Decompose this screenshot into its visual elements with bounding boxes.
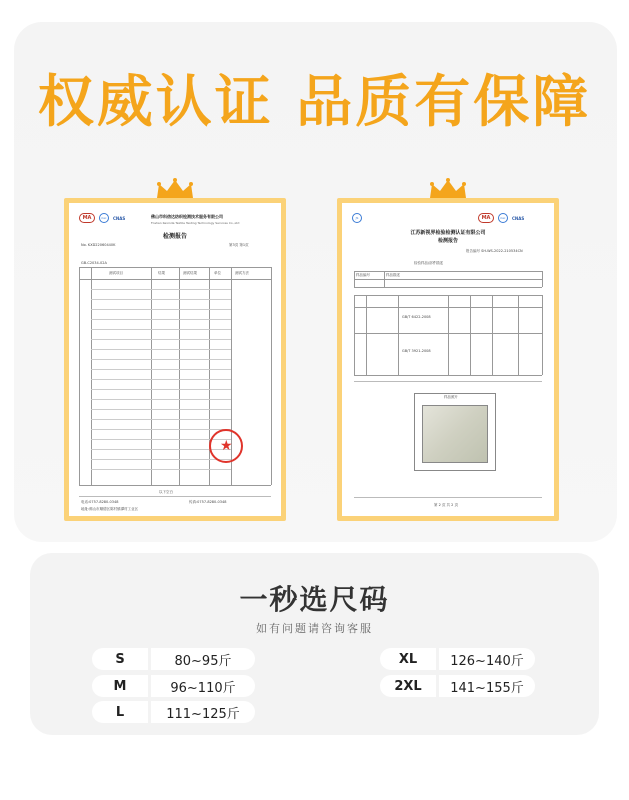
test-standard: GB/T 3921-2008 xyxy=(402,349,431,353)
end-note: 以下空白 xyxy=(159,490,173,494)
test-standard: GB/T 6422-2008 xyxy=(402,315,431,319)
footer-address: 地址:佛山市顺德区陈村镇潭村工业区 xyxy=(81,507,139,511)
doc-title: 检测报告 xyxy=(437,238,458,244)
footer-phone: 电话:0757-8280-0348 xyxy=(81,500,119,504)
col-header: 结果 xyxy=(158,271,165,275)
sample-id: GB-C2034-02A xyxy=(81,261,107,265)
size-guide-title: 一秒选尺码 xyxy=(239,583,390,616)
size-range: 126~140斤 xyxy=(439,648,535,670)
col-header: 测试方法 xyxy=(235,271,249,275)
col-header: 测试结果 xyxy=(183,271,197,275)
size-range: 96~110斤 xyxy=(151,675,255,697)
ma-logo-icon: MA xyxy=(478,213,494,223)
crown-icon xyxy=(428,178,468,200)
ilac-logo-icon: ilac xyxy=(498,213,508,223)
cnas-logo-icon: CNAS xyxy=(113,215,126,221)
col-header: 单位 xyxy=(214,271,221,275)
ma-logo-icon: MA xyxy=(79,213,95,223)
cert-logos xyxy=(79,213,127,223)
report-no: No. KXD22060440K xyxy=(81,243,116,247)
certificate-document xyxy=(342,203,554,516)
certificate-left xyxy=(64,198,286,521)
sample-desc: 样品描述 xyxy=(386,273,400,277)
size-row-2xl xyxy=(380,675,535,697)
certificate-document xyxy=(69,203,281,516)
size-label: L xyxy=(92,701,148,723)
size-range: 141~155斤 xyxy=(439,675,535,697)
fabric-sample-image xyxy=(422,405,488,463)
footer-fax: 传真:0757-8280-0348 xyxy=(189,500,227,504)
cert-logos xyxy=(352,213,362,223)
org-name: 佛山市科信达纺织检测技术服务有限公司 xyxy=(151,214,223,219)
official-stamp-icon: ★ xyxy=(209,429,243,463)
org-sub: Foshan Kexinda Textile Testing Technology Services Co.,Ltd xyxy=(151,221,240,225)
photo-label: 样品照片 xyxy=(444,395,458,399)
certificate-right xyxy=(337,198,559,521)
headline: 权威认证 品质有保障 xyxy=(37,70,592,135)
doc-title: 检测报告 xyxy=(162,233,187,240)
cnas-logo-icon: CNAS xyxy=(512,215,525,221)
report-no: 报告编号 SH-WS-2022-210534CN xyxy=(466,249,523,253)
org-name: 江苏新视界检验检测认证有限公司 xyxy=(410,230,486,236)
size-range: 80~95斤 xyxy=(151,648,255,670)
size-label: XL xyxy=(380,648,436,670)
cert-logos xyxy=(478,213,526,223)
size-row-m xyxy=(92,675,255,697)
page-number: 第 2 页 共 2 页 xyxy=(434,503,459,507)
size-row-xl xyxy=(380,648,535,670)
size-row-l xyxy=(92,701,255,723)
sample-label: 样品编号 xyxy=(356,273,370,277)
col-header: 测试项目 xyxy=(109,271,123,275)
size-range: 111~125斤 xyxy=(151,701,255,723)
page-info: 第3页 第1页 xyxy=(229,243,249,247)
size-label: S xyxy=(92,648,148,670)
size-label: M xyxy=(92,675,148,697)
ilac-logo-icon: ilac xyxy=(99,213,109,223)
size-guide-subtitle: 如有问题请咨询客服 xyxy=(256,622,373,635)
company-logo-icon: JS xyxy=(352,213,362,223)
size-label: 2XL xyxy=(380,675,436,697)
section-title: 检验样品/部件描述 xyxy=(414,261,444,265)
crown-icon xyxy=(155,178,195,200)
size-row-s xyxy=(92,648,255,670)
